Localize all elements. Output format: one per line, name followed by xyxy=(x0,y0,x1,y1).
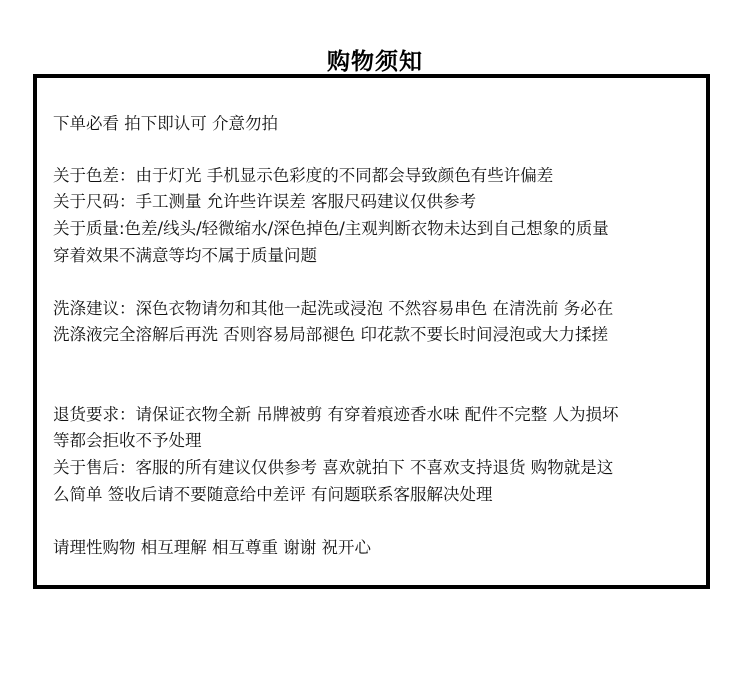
notice-quality-line2: 穿着效果不满意等均不属于质量问题 xyxy=(53,246,317,265)
notice-quality-line1: 关于质量:色差/线头/轻微缩水/深色掉色/主观判断衣物未达到自己想象的质量 xyxy=(53,219,609,238)
notice-aftersale-line2: 么简单 签收后请不要随意给中差评 有问题联系客服解决处理 xyxy=(53,485,493,504)
page-title: 购物须知 xyxy=(327,49,423,75)
notice-washing-line1: 洗涤建议：深色衣物请勿和其他一起洗或浸泡 不然容易串色 在清洗前 务必在 xyxy=(53,299,614,318)
notice-closing: 请理性购物 相互理解 相互尊重 谢谢 祝开心 xyxy=(53,538,371,557)
notice-intro: 下单必看 拍下即认可 介意勿拍 xyxy=(53,114,278,133)
notice-color-difference: 关于色差：由于灯光 手机显示色彩度的不同都会导致颜色有些许偏差 xyxy=(53,166,554,185)
notice-aftersale-line1: 关于售后：客服的所有建议仅供参考 喜欢就拍下 不喜欢支持退货 购物就是这 xyxy=(53,458,614,477)
notice-return-line1: 退货要求：请保证衣物全新 吊牌被剪 有穿着痕迹香水味 配件不完整 人为损坏 xyxy=(53,405,619,424)
notice-return-line2: 等都会拒收不予处理 xyxy=(53,431,202,450)
notice-washing-line2: 洗涤液完全溶解后再洗 否则容易局部褪色 印花款不要长时间浸泡或大力揉搓 xyxy=(53,325,608,344)
notice-size: 关于尺码：手工测量 允许些许误差 客服尺码建议仅供参考 xyxy=(53,192,476,211)
